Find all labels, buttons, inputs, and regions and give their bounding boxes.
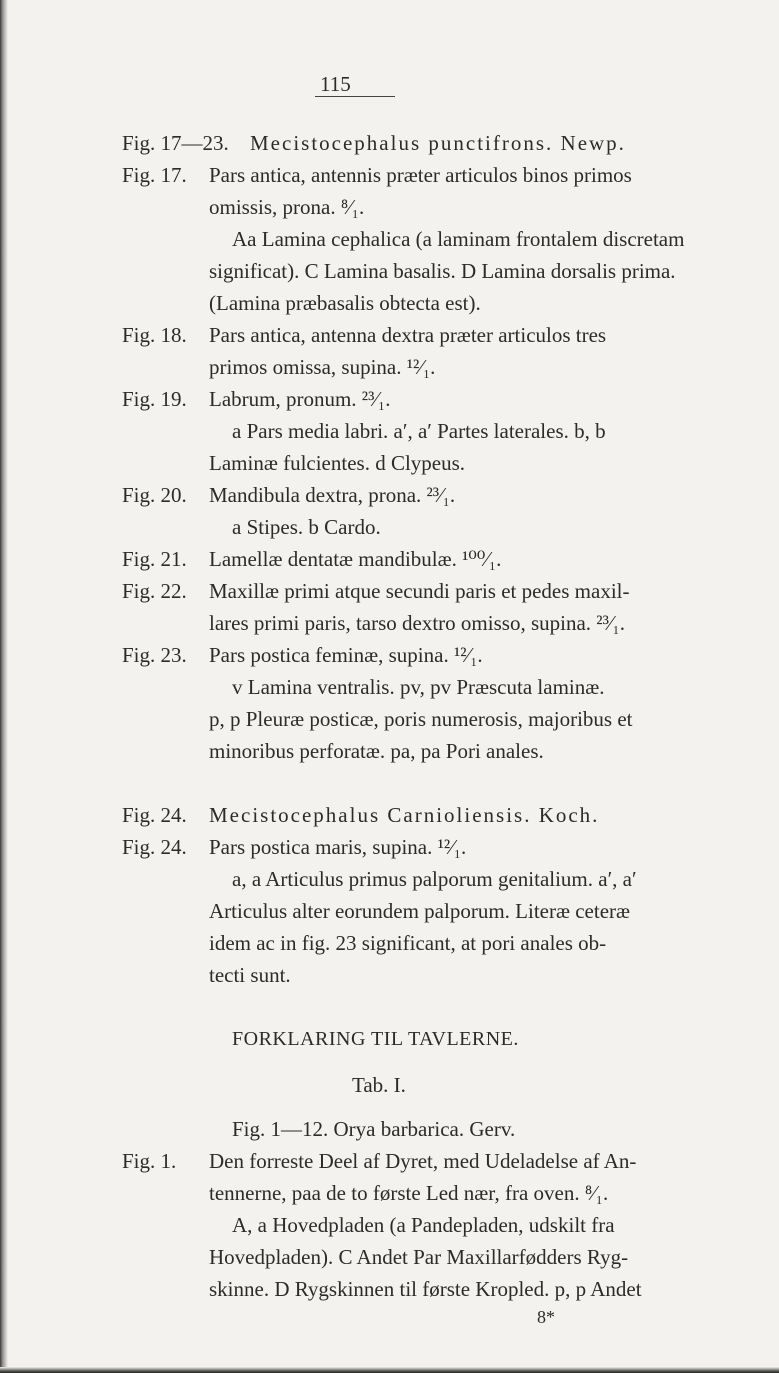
text-line: tennerne, paa de to første Led nær, fra oven. ⁸⁄₁.	[209, 1181, 609, 1205]
subsection-heading: Fig. 1—12. Orya barbarica. Gerv.	[232, 1117, 516, 1141]
text-line: skinne. D Rygskinnen til første Kropled. p, p Andet	[209, 1277, 642, 1301]
text-line: Pars postica feminæ, supina. ¹²⁄₁.	[209, 643, 483, 667]
text-line: Mandibula dextra, prona. ²³⁄₁.	[209, 483, 456, 507]
text-line: lares primi paris, tarso dextro omisso, supina. ²³⁄₁.	[209, 611, 625, 635]
text-line: idem ac in fig. 23 significant, at pori anales ob-	[209, 931, 607, 955]
text-line: Articulus alter eorundem palporum. Literæ ceteræ	[209, 899, 631, 923]
text-line: Pars postica maris, supina. ¹²⁄₁.	[209, 835, 467, 859]
page-edge-bottom	[0, 1367, 779, 1373]
text-line: Pars antica, antennis præter articulos binos primos	[209, 163, 632, 187]
fig-label: Fig. 1.	[122, 1149, 177, 1173]
section-title: FORKLARING TIL TAVLERNE.	[232, 1028, 519, 1050]
text-line: Aa Lamina cephalica (a laminam frontalem discretam	[232, 227, 685, 251]
text-line: minoribus perforatæ. pa, pa Pori anales.	[209, 739, 544, 763]
text-line: significat). C Lamina basalis. D Lamina dorsalis prima.	[209, 259, 676, 283]
section-heading-title: Mecistocephalus punctifrons. Newp.	[250, 131, 626, 155]
text-line: a Stipes. b Cardo.	[232, 515, 381, 539]
fig-label: Fig. 18.	[122, 323, 187, 347]
fig-label: Fig. 19.	[122, 387, 187, 411]
text-line: Den forreste Deel af Dyret, med Udeladelse af An-	[209, 1149, 637, 1173]
text-line: (Lamina præbasalis obtecta est).	[209, 291, 481, 315]
text-line: tecti sunt.	[209, 963, 291, 987]
page-edge-left	[0, 0, 8, 1373]
text-line: Maxillæ primi atque secundi paris et pedes maxil-	[209, 579, 630, 603]
text-line: omissis, prona. ⁸⁄₁.	[209, 195, 365, 219]
fig-label: Fig. 21.	[122, 547, 187, 571]
fig-label: Fig. 17.	[122, 163, 187, 187]
signature-mark: 8*	[537, 1307, 555, 1327]
text-line: a Pars media labri. a′, a′ Partes laterales. b, b	[232, 419, 606, 443]
fig-label: Fig. 22.	[122, 579, 187, 603]
text-line: Laminæ fulcientes. d Clypeus.	[209, 451, 466, 475]
fig-label: Fig. 23.	[122, 643, 187, 667]
text-line: Labrum, pronum. ²³⁄₁.	[209, 387, 391, 411]
text-line: v Lamina ventralis. pv, pv Præscuta laminæ.	[232, 675, 605, 699]
text-line: Lamellæ dentatæ mandibulæ. ¹⁰⁰⁄₁.	[209, 547, 502, 571]
page-number: 115	[320, 72, 351, 96]
text-line: primos omissa, supina. ¹²⁄₁.	[209, 355, 436, 379]
text-line: Hovedpladen). C Andet Par Maxillarfødders Ryg-	[209, 1245, 629, 1269]
page-number-rule	[315, 96, 395, 97]
plate-title: Tab. I.	[352, 1073, 406, 1097]
section-heading-title: Mecistocephalus Carnioliensis. Koch.	[209, 803, 600, 827]
text-line: a, a Articulus primus palporum genitalium. a′, a′	[232, 867, 637, 891]
text-line: p, p Pleuræ posticæ, poris numerosis, majoribus et	[209, 707, 633, 731]
section-heading-fig: Fig. 24.	[122, 803, 187, 827]
section-heading-fig: Fig. 17—23.	[122, 131, 229, 155]
text-line: Pars antica, antenna dextra præter articulos tres	[209, 323, 607, 347]
fig-label: Fig. 24.	[122, 835, 187, 859]
text-line: A, a Hovedpladen (a Pandepladen, udskilt fra	[232, 1213, 615, 1237]
fig-label: Fig. 20.	[122, 483, 187, 507]
